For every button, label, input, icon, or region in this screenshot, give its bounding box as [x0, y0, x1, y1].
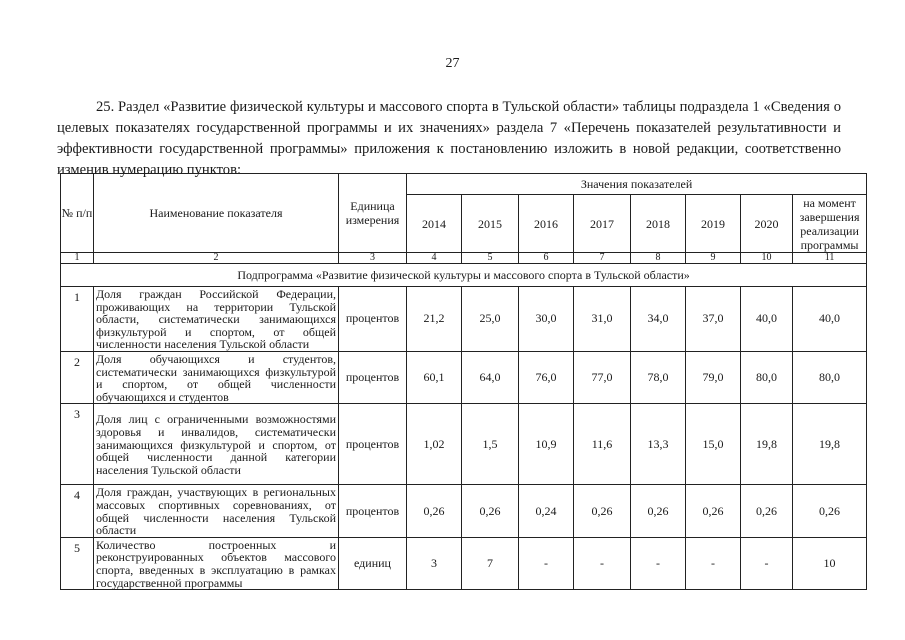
indicator-value: 78,0: [631, 351, 686, 403]
indicator-unit: процентов: [339, 287, 407, 352]
column-number: 2: [94, 253, 339, 264]
table-row: [61, 537, 867, 589]
indicator-value: -: [574, 537, 631, 589]
header-year: 2018: [631, 195, 686, 253]
subprogram-title: Подпрограмма «Развитие физической культуры и массового спорта в Тульской области»: [61, 264, 867, 287]
indicator-value: 1,5: [462, 404, 519, 485]
header-year: 2019: [686, 195, 741, 253]
row-number: 1: [61, 287, 94, 352]
header-values-group: Значения показателей: [407, 174, 867, 195]
indicator-value: 77,0: [574, 351, 631, 403]
indicator-value: 79,0: [686, 351, 741, 403]
column-number: 9: [686, 253, 741, 264]
indicator-value: 37,0: [686, 287, 741, 352]
header-year: 2015: [462, 195, 519, 253]
indicator-value: 40,0: [793, 287, 867, 352]
row-number: 5: [61, 537, 94, 589]
header-num: № п/п: [61, 174, 94, 253]
column-number: 5: [462, 253, 519, 264]
indicator-unit: процентов: [339, 404, 407, 485]
header-year: 2020: [741, 195, 793, 253]
indicator-name: Доля граждан, участвующих в региональных массовых спортивных соревнованиях, от общей численности населения Тульской области: [94, 485, 339, 537]
indicator-value: 0,26: [407, 485, 462, 537]
indicator-value: 11,6: [574, 404, 631, 485]
indicator-name: Доля граждан Российской Федерации, проживающих на территории Тульской области, систематически занимающихся физкультурой и спортом, от общей численности населения Тульской области: [94, 287, 339, 352]
indicator-value: 64,0: [462, 351, 519, 403]
header-name: Наименование показателя: [94, 174, 339, 253]
indicator-unit: процентов: [339, 485, 407, 537]
indicator-value: -: [686, 537, 741, 589]
column-number: 6: [519, 253, 574, 264]
indicator-value: 25,0: [462, 287, 519, 352]
indicator-value: 0,26: [793, 485, 867, 537]
header-year: 2014: [407, 195, 462, 253]
indicator-value: 10: [793, 537, 867, 589]
indicator-value: 40,0: [741, 287, 793, 352]
column-number: 1: [61, 253, 94, 264]
indicator-value: 0,26: [686, 485, 741, 537]
indicator-value: 3: [407, 537, 462, 589]
indicators-table: [60, 173, 867, 590]
indicator-name: Доля обучающихся и студентов, систематически занимающихся физкультурой и спортом, от общей численности обучающихся и студентов: [94, 351, 339, 403]
header-unit: Единица измерения: [339, 174, 407, 253]
indicator-value: 30,0: [519, 287, 574, 352]
indicator-value: -: [741, 537, 793, 589]
header-year: 2017: [574, 195, 631, 253]
indicator-value: 0,26: [631, 485, 686, 537]
indicator-value: 80,0: [741, 351, 793, 403]
indicator-value: 31,0: [574, 287, 631, 352]
indicator-unit: единиц: [339, 537, 407, 589]
indicator-value: 13,3: [631, 404, 686, 485]
indicator-value: 0,26: [741, 485, 793, 537]
page-number: 27: [445, 56, 460, 71]
table-row: [61, 351, 867, 403]
indicator-value: 7: [462, 537, 519, 589]
indicator-value: 0,24: [519, 485, 574, 537]
table-row: [61, 485, 867, 537]
indicator-value: 15,0: [686, 404, 741, 485]
table-row: [61, 404, 867, 485]
header-year: 2016: [519, 195, 574, 253]
header-final: на момент завершения реализации программы: [793, 195, 867, 253]
row-number: 2: [61, 351, 94, 403]
indicator-value: 21,2: [407, 287, 462, 352]
indicator-value: 19,8: [793, 404, 867, 485]
indicator-value: 19,8: [741, 404, 793, 485]
row-number: 3: [61, 404, 94, 485]
column-number: 3: [339, 253, 407, 264]
indicator-value: 76,0: [519, 351, 574, 403]
indicator-value: -: [519, 537, 574, 589]
indicator-value: 1,02: [407, 404, 462, 485]
intro-paragraph: 25. Раздел «Развитие физической культуры и массового спорта в Тульской области» таблицы подраздела 1 «Сведения о целевых показателях государственной программы и их значениях» раздела 7 «Перечень показателей результативности и эффективности государственной программы» приложения к постановлению изложить в новой редакции, соответственно изменив нумерацию пунктов:: [57, 99, 841, 178]
column-number: 10: [741, 253, 793, 264]
column-number: 8: [631, 253, 686, 264]
indicator-value: 34,0: [631, 287, 686, 352]
indicator-name: Количество построенных и реконструированных объектов массового спорта, введенных в эксплуатацию в рамках государственной программы: [94, 537, 339, 589]
column-number: 4: [407, 253, 462, 264]
row-number: 4: [61, 485, 94, 537]
indicator-value: 0,26: [462, 485, 519, 537]
column-number: 11: [793, 253, 867, 264]
indicator-value: 10,9: [519, 404, 574, 485]
indicator-value: 80,0: [793, 351, 867, 403]
indicator-value: 0,26: [574, 485, 631, 537]
indicator-value: -: [631, 537, 686, 589]
indicator-value: 60,1: [407, 351, 462, 403]
indicator-name: Доля лиц с ограниченными возможностями здоровья и инвалидов, систематически занимающихся физкультурой и спортом, от общей численности данной категории населения Тульской области: [94, 404, 339, 485]
column-number: 7: [574, 253, 631, 264]
indicator-unit: процентов: [339, 351, 407, 403]
table-row: [61, 287, 867, 352]
